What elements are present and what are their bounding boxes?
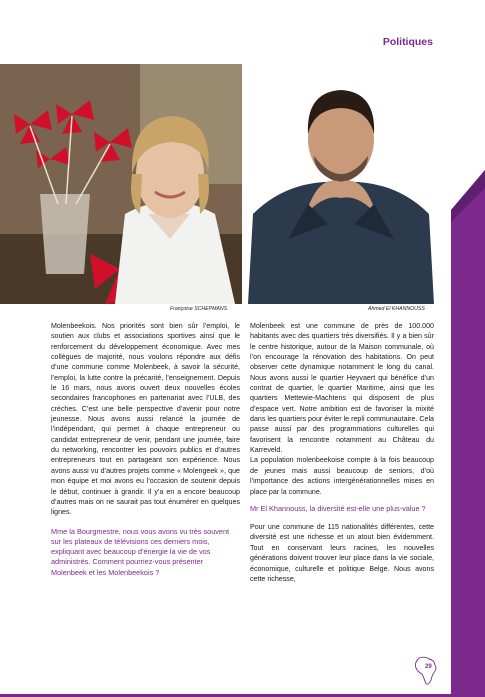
right-paragraph-1: Molenbeek est une commune de près de 100.000 habitants avec des quartiers très diversifiés. Il y a bien sûr le centre historique, autour de la Maison communale, où l’on encourage la rénovation des habitations. On peut observer cette dynamique notamment le long du canal. Nous avons aussi le quartier Heyvaert qui bénéfice d’un contrat de quartier, le quartier Maritime, ainsi que les quartiers Mettewie-Machtens qui disposent de plus d’espace vert. Notre ambition est de favoriser la mixité dans les quartiers pour éviter le repli communautaire. Cela passe aussi par des programmations culturelles qui favorisent la rencontre notamment au Château du Karreveld. — [250, 322, 434, 455]
section-title: Politiques — [382, 36, 433, 48]
africa-map-icon — [413, 656, 439, 686]
photo-francoise-schepmans — [0, 64, 242, 304]
left-text-column — [51, 321, 240, 578]
interview-question-right: Mr El Khannouss, la diversité est-elle une plus-value ? — [250, 503, 426, 513]
photo-caption-right: Ahmed El KHANNOUSS — [368, 306, 425, 312]
right-paragraph-2: La population molenbeekoise compte à la fois beaucoup de jeunes mais aussi beaucoup de seniors, d’où l’importance des actions intergénérationnelles mises en place par la commune. — [250, 456, 434, 496]
interview-question-left: Mme la Bourgmestre, nous vous avons vu très souvent sur les plateaux de télévisions ces derniers mois, expliquant avec beaucoup d’énergie la vie de vos administrés. Comment pourriez-vous présenter Molenbeek et les Molenbeekois ? — [51, 526, 230, 577]
purple-side-band — [451, 170, 485, 697]
photo-caption-left: Françoise SCHEPMANS — [170, 306, 228, 312]
photo-ahmed-el-khannouss — [248, 64, 434, 304]
right-text-column — [250, 321, 434, 584]
portrait-man-illustration — [248, 64, 434, 304]
page-number: 29 — [425, 664, 432, 670]
portrait-woman-illustration — [0, 64, 242, 304]
left-paragraph-1: Molenbeekois. Nos priorités sont bien sûr l’emploi, le soutien aux clubs et associations sportives ainsi que le renforcement du développement économique. Avec mes collègues de majorité, nous voulons répondre aux défis d’une commune comme Molenbeek, à savoir la sécurité, l’emploi, la lutte contre la précarité, l’enseignement. Depuis le 16 mars, nous avons ouvert deux nouvelles écoles secondaires francophones en partenariat avec l’ULB, des crèches. C’est une belle perspective d’avenir pour notre jeunesse. Nous avons aussi relancé la journée de l’indépendant, qui permet à chaque entrepreneur ou candidat entrepreneur de venir, pendant une journée, faire du networking, rencontrer les pouvoirs publics et d’autres entrepreneurs tout en partageant son expérience. Nous avons aussi vu d’autres projets comme « Molengeek », que mon équipe et moi avons eu l’occasion de soutenir depuis le début, continuer à grandir. Il y’a en a encore beaucoup d’autres mais on ne saurait pas tout énumérer en quelques lignes. — [51, 322, 240, 517]
right-paragraph-3: Pour une commune de 115 nationalités différentes, cette diversité est une richesse et un atout bien évidemment. Tout en conservant leurs racines, les nouvelles générations doivent trouver leur place dans la vie sociale, économique, culturelle et politique Belge. Nous avons cette richesse, — [250, 523, 434, 583]
